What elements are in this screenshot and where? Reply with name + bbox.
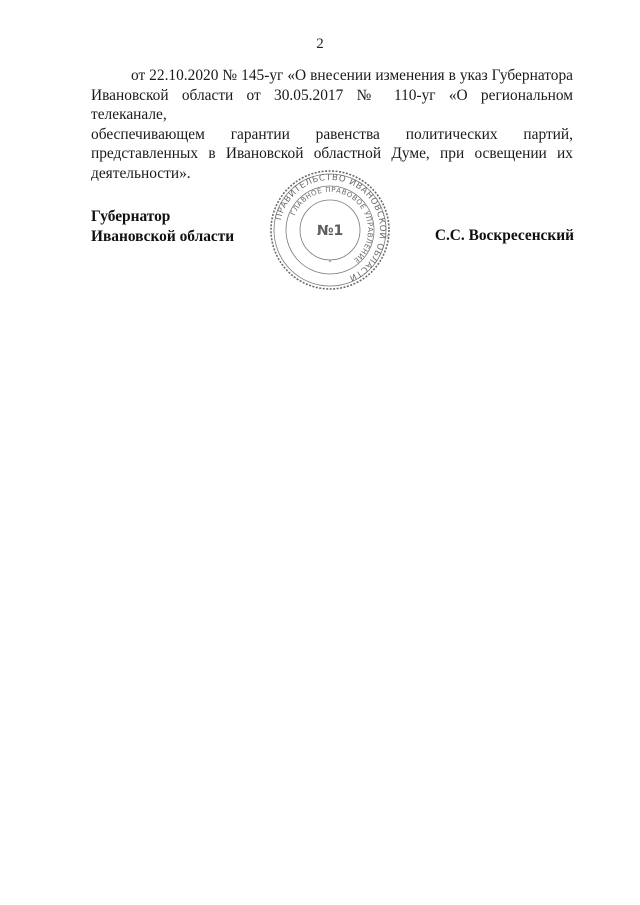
signatory-name: С.С. Воскресенский: [434, 227, 574, 244]
svg-text:*: *: [328, 259, 332, 266]
body-line-3: обеспечивающем гарантии равенства политических партий,: [91, 125, 573, 143]
seal-inner-text: ГЛАВНОЕ ПРАВОВОЕ УПРАВЛЕНИЕ: [289, 185, 375, 265]
signatory-position-line-2: Ивановской области: [91, 227, 235, 245]
body-paragraph: [91, 66, 573, 183]
signatory-position-line-1: Губернатор: [91, 208, 171, 225]
seal-stamp-icon: [268, 168, 392, 292]
body-line-1: от 22.10.2020 № 145-уг «О внесении изменения в указ Губернатора: [131, 67, 573, 84]
official-seal: [268, 168, 392, 292]
page-number: 2: [316, 36, 324, 52]
seal-center-text: №1: [316, 223, 344, 239]
body-line-4: представленных в Ивановской областной Думе, при освещении их: [91, 145, 573, 162]
seal-outer-text: ПРАВИТЕЛЬСТВО ИВАНОВСКОЙ ОБЛАСТИ: [273, 172, 388, 283]
signatory-position: [91, 207, 234, 246]
body-line-5: деятельности».: [91, 164, 191, 182]
body-line-2: Ивановской области от 30.05.2017 № 110-уг «О региональном телеканале,: [91, 86, 573, 123]
